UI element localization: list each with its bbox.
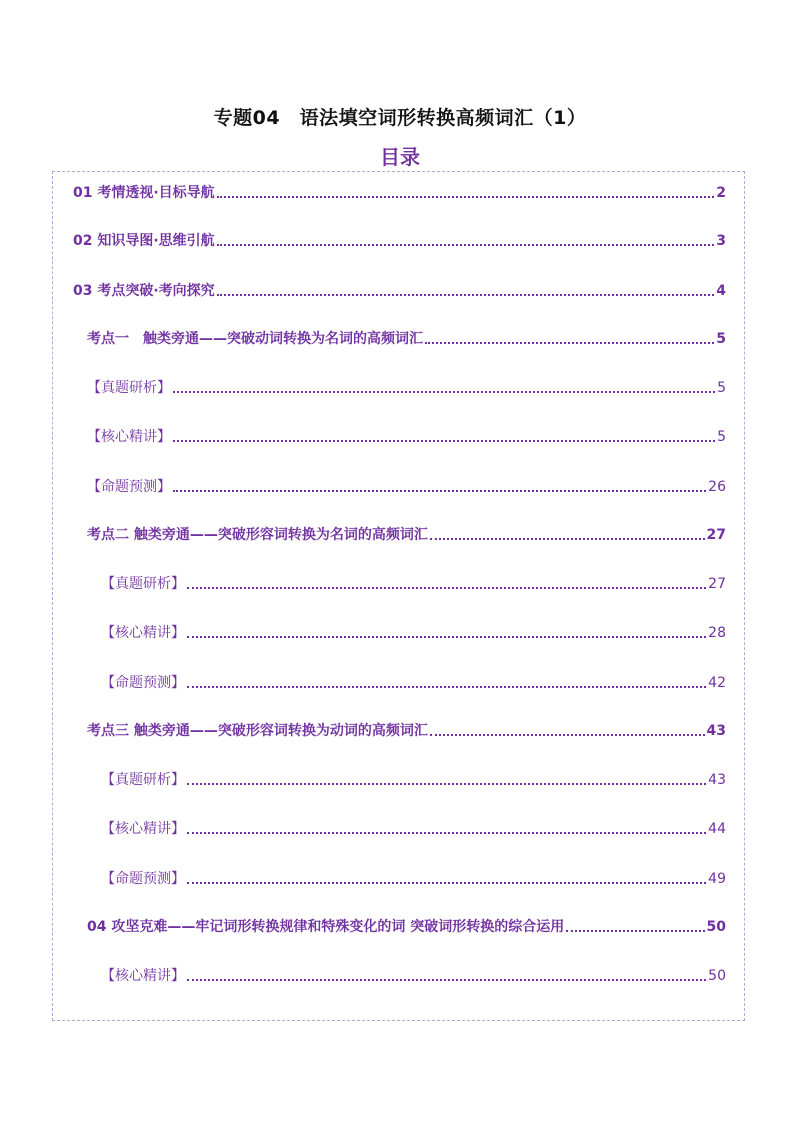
toc-entry-label: 考点一 触类旁通——突破动词转换为名词的高频词汇 xyxy=(87,331,423,347)
toc-leader-dots xyxy=(173,440,715,442)
toc-leader-dots xyxy=(430,734,705,736)
toc-entry-label: 考点二 触类旁通——突破形容词转换为名词的高频词汇 xyxy=(87,527,428,543)
toc-box xyxy=(52,171,745,1021)
toc-entry-label: 考点三 触类旁通——突破形容词转换为动词的高频词汇 xyxy=(87,723,428,739)
toc-leader-dots xyxy=(425,342,714,344)
toc-entry-page: 26 xyxy=(708,479,726,495)
document-title: 专题04 语法填空词形转换高频词汇（1） xyxy=(213,107,587,129)
toc-entry-01-overview[interactable] xyxy=(73,182,726,204)
toc-leader-dots xyxy=(430,538,705,540)
toc-entry-page: 27 xyxy=(708,576,726,592)
toc-leader-dots xyxy=(217,294,715,296)
toc-entry-label: 【核心精讲】 xyxy=(101,625,185,641)
toc-entry-label: 【命题预测】 xyxy=(101,675,185,691)
toc-entry-page: 42 xyxy=(708,675,726,691)
toc-entry-point-2[interactable] xyxy=(87,524,726,546)
toc-entry-page: 5 xyxy=(717,429,726,445)
toc-leader-dots xyxy=(217,244,715,246)
toc-entry-label: 【命题预测】 xyxy=(87,479,171,495)
toc-entry-label: 【真题研析】 xyxy=(101,576,185,592)
toc-leader-dots xyxy=(187,979,706,981)
toc-entry-point-1-prediction[interactable] xyxy=(87,476,726,498)
toc-entry-point-2-core-lecture[interactable] xyxy=(101,622,726,644)
toc-entry-page: 43 xyxy=(706,723,726,739)
toc-entry-label: 【核心精讲】 xyxy=(101,821,185,837)
toc-leader-dots xyxy=(187,686,706,688)
toc-entry-point-1-core-lecture[interactable] xyxy=(87,426,726,448)
toc-entry-label: 03 考点突破·考向探究 xyxy=(73,283,215,299)
toc-entry-page: 5 xyxy=(717,380,726,396)
toc-entry-page: 3 xyxy=(716,233,726,249)
toc-entry-label: 【核心精讲】 xyxy=(101,968,185,984)
toc-leader-dots xyxy=(187,783,706,785)
toc-entry-page: 44 xyxy=(708,821,726,837)
toc-leader-dots xyxy=(187,882,706,884)
toc-entry-point-3-core-lecture[interactable] xyxy=(101,818,726,840)
toc-entry-label: 02 知识导图·思维引航 xyxy=(73,233,215,249)
toc-heading: 目录 xyxy=(380,145,420,169)
toc-entry-point-1-exam-analysis[interactable] xyxy=(87,377,726,399)
toc-entry-point-2-prediction[interactable] xyxy=(101,672,726,694)
toc-entry-label: 【命题预测】 xyxy=(101,871,185,887)
toc-entry-label: 【真题研析】 xyxy=(87,380,171,396)
toc-entry-label: 01 考情透视·目标导航 xyxy=(73,185,215,201)
toc-leader-dots xyxy=(187,832,706,834)
toc-leader-dots xyxy=(187,636,706,638)
toc-entry-page: 50 xyxy=(706,919,726,935)
toc-leader-dots xyxy=(187,587,706,589)
toc-entry-04-core-lecture[interactable] xyxy=(101,965,726,987)
toc-leader-dots xyxy=(217,196,715,198)
toc-entry-page: 2 xyxy=(716,185,726,201)
toc-entry-point-1[interactable] xyxy=(87,328,726,350)
toc-entry-04-comprehensive[interactable] xyxy=(87,916,726,938)
toc-entry-02-mindmap[interactable] xyxy=(73,230,726,252)
toc-entry-page: 28 xyxy=(708,625,726,641)
toc-entry-page: 43 xyxy=(708,772,726,788)
toc-entry-point-3-prediction[interactable] xyxy=(101,868,726,890)
toc-entry-label: 【真题研析】 xyxy=(101,772,185,788)
toc-leader-dots xyxy=(566,930,704,932)
toc-entry-label: 【核心精讲】 xyxy=(87,429,171,445)
toc-entry-03-breakthrough[interactable] xyxy=(73,280,726,302)
toc-entry-point-3-exam-analysis[interactable] xyxy=(101,769,726,791)
toc-entry-page: 27 xyxy=(706,527,726,543)
toc-entry-page: 5 xyxy=(716,331,726,347)
toc-entry-label: 04 攻坚克难——牢记词形转换规律和特殊变化的词 突破词形转换的综合运用 xyxy=(87,919,565,935)
toc-entry-page: 49 xyxy=(708,871,726,887)
toc-entry-page: 4 xyxy=(716,283,726,299)
toc-leader-dots xyxy=(173,391,715,393)
toc-entry-point-2-exam-analysis[interactable] xyxy=(101,573,726,595)
toc-entry-page: 50 xyxy=(708,968,726,984)
toc-entry-point-3[interactable] xyxy=(87,720,726,742)
toc-leader-dots xyxy=(173,490,706,492)
